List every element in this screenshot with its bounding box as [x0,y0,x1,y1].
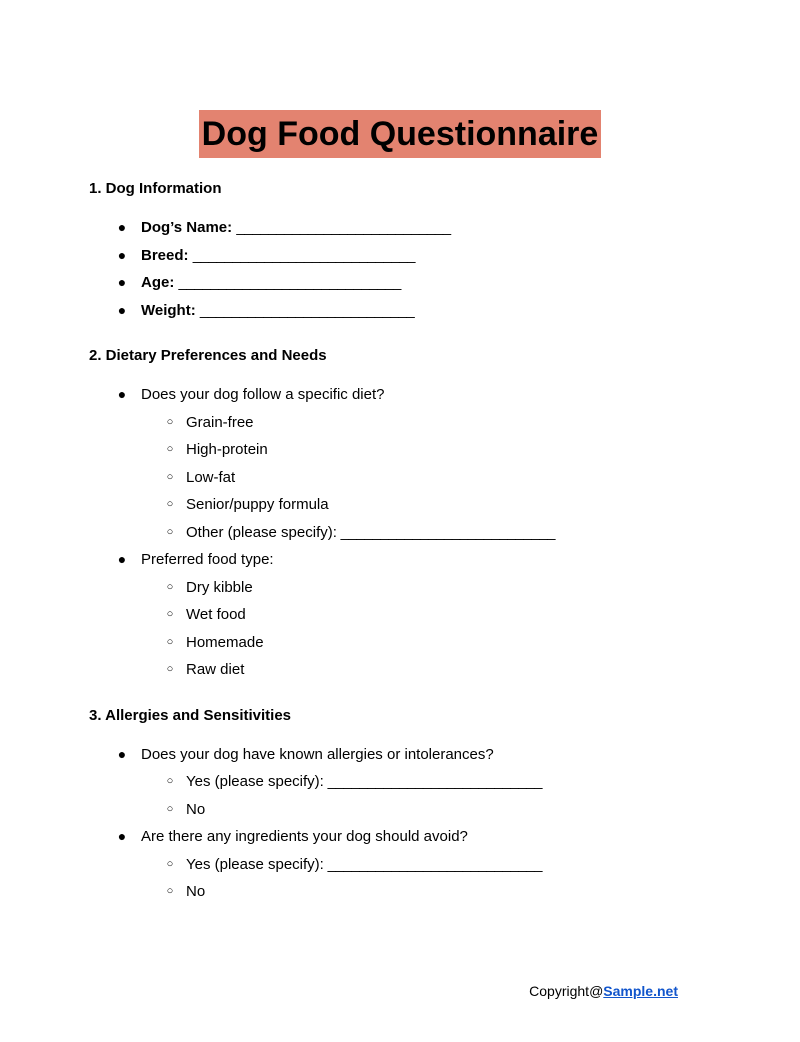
page-title: Dog Food Questionnaire [199,110,602,158]
field-label: Breed: [141,246,189,264]
field-label: Age: [141,274,175,291]
list-item[interactable] [89,878,729,906]
circle-bullet-icon: ○ [166,415,174,428]
document-body [89,178,729,906]
circle-bullet-icon: ○ [166,608,174,620]
list-item[interactable] [89,436,729,464]
list-item[interactable] [89,629,729,657]
option-label: Dry kibble [186,578,253,596]
option-label: Low-fat [186,468,236,486]
dog-information-list [89,214,729,324]
fill-in-blank[interactable]: ___________________________ [336,523,556,541]
list-item [89,381,729,409]
avoid-ingredients-option-list [89,851,729,906]
fill-in-blank[interactable]: ___________________________ [199,301,415,319]
option-label: No [186,800,206,818]
disc-bullet-icon: ● [117,386,127,402]
list-item[interactable] [89,464,729,492]
option-label: Senior/puppy formula [186,496,329,513]
fill-in-blank[interactable]: ___________________________ [323,855,543,873]
list-item [89,546,729,574]
option-label: Other (please specify): [186,523,337,541]
disc-bullet-icon: ● [117,551,127,567]
section-allergies [89,705,729,906]
circle-bullet-icon: ○ [166,857,174,870]
disc-bullet-icon: ● [117,246,127,263]
list-item[interactable] [89,574,729,602]
footer [0,981,678,1001]
circle-bullet-icon: ○ [166,775,174,787]
circle-bullet-icon: ○ [166,525,174,538]
fill-in-blank[interactable]: ____________________________ [178,274,401,291]
diet-option-list [89,409,729,547]
fill-in-blank[interactable]: ____________________________ [192,246,416,264]
option-label: Raw diet [186,661,245,678]
list-item [89,242,729,270]
field-label: Dog’s Name: [141,219,233,236]
list-item [89,823,729,851]
list-item[interactable] [89,519,729,547]
list-item [89,297,729,325]
circle-bullet-icon: ○ [166,580,174,593]
circle-bullet-icon: ○ [166,802,174,815]
option-label: Yes (please specify): [186,855,324,873]
list-item[interactable] [89,796,729,824]
option-label: Homemade [186,633,264,651]
fill-in-blank[interactable]: ___________________________ [236,219,451,236]
section-dog-information [89,178,729,324]
circle-bullet-icon: ○ [166,470,174,483]
list-item[interactable] [89,409,729,437]
dietary-question-list [89,381,729,409]
circle-bullet-icon: ○ [166,635,174,648]
list-item[interactable] [89,491,729,519]
food-type-question-list [89,546,729,574]
circle-bullet-icon: ○ [166,443,174,455]
list-item [89,269,729,297]
fill-in-blank[interactable]: ___________________________ [323,773,543,790]
disc-bullet-icon: ● [117,274,127,290]
allergies-option-list [89,768,729,823]
question-text: Does your dog follow a specific diet? [141,386,385,403]
section-heading: 3. Allergies and Sensitivities [89,706,292,724]
section-dietary-preferences [89,345,729,684]
allergies-question-list [89,741,729,769]
question-text: Are there any ingredients your dog should avoid? [141,828,468,845]
list-item[interactable] [89,768,729,796]
disc-bullet-icon: ● [117,219,127,235]
section-heading: 2. Dietary Preferences and Needs [89,347,327,364]
page-title-container [0,110,800,158]
copyright-text: Copyright@ [529,983,604,999]
list-item[interactable] [89,851,729,879]
section-heading: 1. Dog Information [89,180,222,197]
option-label: Grain-free [186,413,254,431]
sample-net-link[interactable]: Sample.net [603,983,678,999]
food-type-option-list [89,574,729,684]
list-item[interactable] [89,601,729,629]
list-item [89,741,729,769]
circle-bullet-icon: ○ [166,498,174,510]
circle-bullet-icon: ○ [166,663,174,675]
question-text: Preferred food type: [141,551,274,568]
option-label: No [186,883,206,900]
circle-bullet-icon: ○ [166,885,174,897]
avoid-ingredients-question-list [89,823,729,851]
list-item [89,214,729,242]
list-item[interactable] [89,656,729,684]
option-label: High-protein [186,441,268,458]
question-text: Does your dog have known allergies or intolerances? [141,745,494,763]
disc-bullet-icon: ● [117,745,127,762]
option-label: Yes (please specify): [186,773,324,790]
option-label: Wet food [186,606,246,623]
disc-bullet-icon: ● [117,301,127,318]
field-label: Weight: [141,301,196,319]
disc-bullet-icon: ● [117,828,127,844]
